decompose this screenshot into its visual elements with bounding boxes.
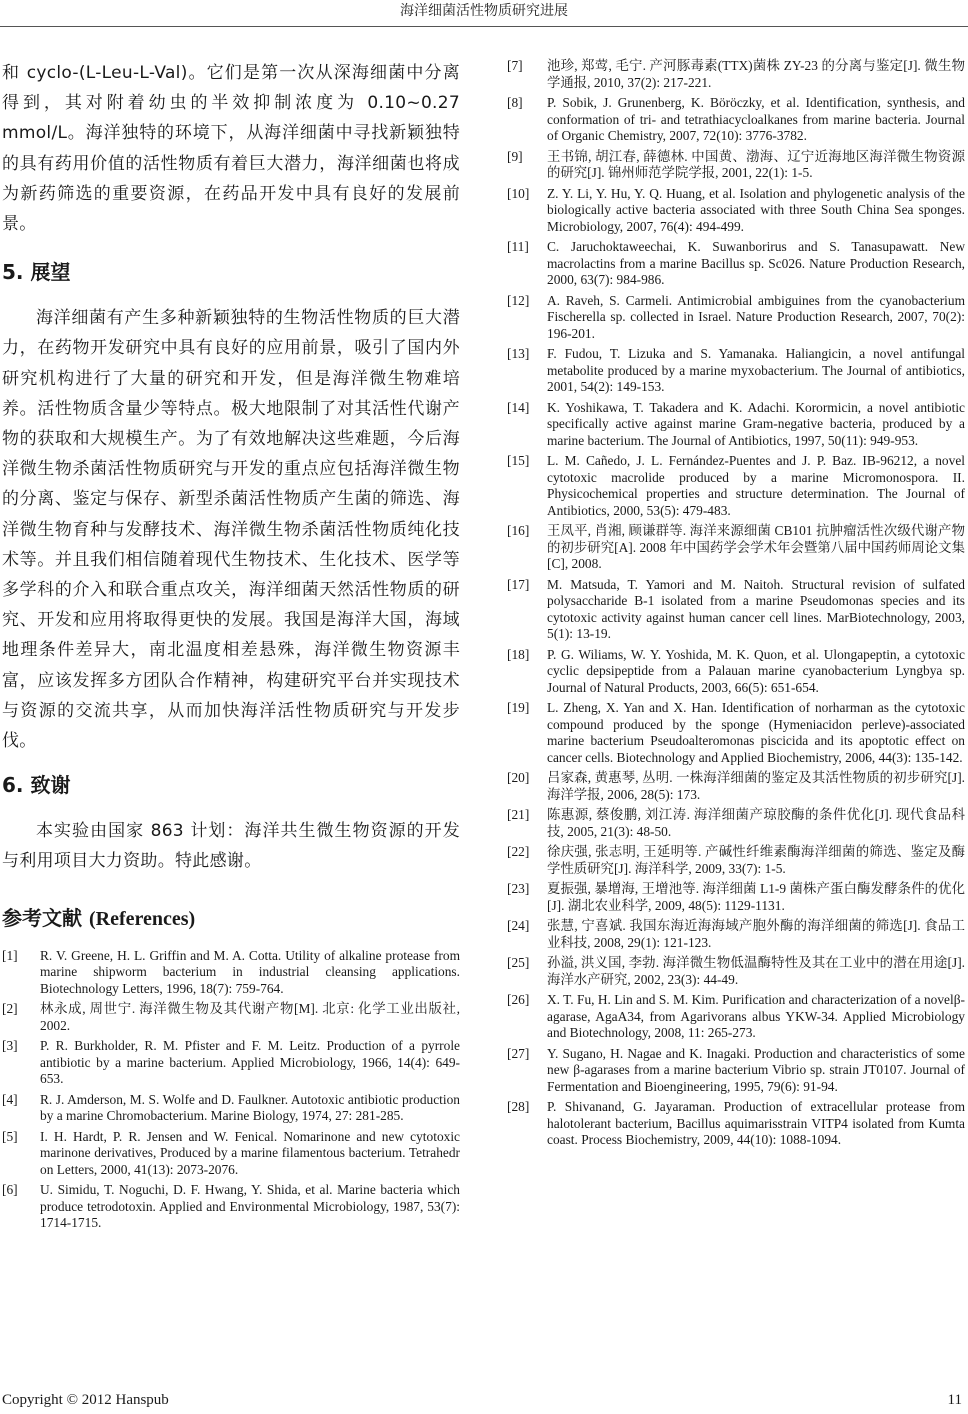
references-heading-cn: 参考文献 xyxy=(2,905,82,930)
reference-item xyxy=(507,293,965,343)
reference-number: [21] xyxy=(507,807,530,822)
reference-number: [22] xyxy=(507,844,530,859)
reference-text: X. T. Fu, H. Lin and S. M. Kim. Purification and characterization of a novelβ-agarase, AgaA34, from Agarivorans albus YKW-34. Applied Microbiology and Biotechnology, 2008, 11: 265-273. xyxy=(547,992,965,1040)
reference-number: [9] xyxy=(507,148,523,164)
reference-number: [11] xyxy=(507,239,529,254)
left-column xyxy=(2,58,460,1236)
header-rule xyxy=(0,26,968,27)
reference-text: U. Simidu, T. Noguchi, D. F. Hwang, Y. Shida, et al. Marine bacteria which produce tetrodotoxin. Applied and Environmental Microbiology, 1987, 53(7): 1714-1715. xyxy=(40,1182,460,1231)
reference-item xyxy=(2,1092,460,1125)
reference-text: 孙溢, 洪义国, 李勃. 海洋微生物低温酶特性及其在工业中的潜在用途[J]. 海洋水产研究, 2002, 23(3): 44-49. xyxy=(547,955,965,987)
reference-number: [28] xyxy=(507,1099,530,1114)
right-column xyxy=(507,58,965,1153)
reference-text: 夏振强, 暴增海, 王增池等. 海洋细菌 L1-9 菌株产蛋白酶发酵条件的优化[J]. 湖北农业科学, 2009, 48(5): 1129-1131. xyxy=(547,881,965,913)
reference-item xyxy=(507,400,965,450)
reference-item xyxy=(507,700,965,766)
reference-text: P. R. Burkholder, R. M. Pfister and F. M. Leitz. Production of a pyrrole antibiotic by a marine bacterium. Applied Microbiology, 1966, 14(4): 649-653. xyxy=(40,1038,460,1087)
section-5-heading: 5. 展望 xyxy=(2,260,71,285)
reference-item xyxy=(507,918,965,951)
footer-copyright: Copyright © 2012 Hanspub xyxy=(2,1392,169,1408)
reference-text: 吕家森, 黄惠琴, 丛明. 一株海洋细菌的鉴定及其活性物质的初步研究[J]. 海洋学报, 2006, 28(5): 173. xyxy=(547,770,965,802)
reference-number: [27] xyxy=(507,1045,530,1061)
reference-number: [13] xyxy=(507,346,530,361)
reference-item xyxy=(507,95,965,145)
reference-number: [25] xyxy=(507,955,530,970)
reference-number: [6] xyxy=(2,1182,18,1198)
reference-number: [1] xyxy=(2,947,18,963)
reference-number: [26] xyxy=(507,992,530,1007)
references-heading xyxy=(2,905,460,932)
reference-number: [24] xyxy=(507,918,530,933)
reference-item xyxy=(507,770,965,803)
reference-item xyxy=(507,523,965,573)
reference-list-right xyxy=(507,58,965,1149)
reference-item xyxy=(2,1129,460,1179)
running-header: 海洋细菌活性物质研究进展 xyxy=(400,3,568,19)
reference-text: P. Sobik, J. Grunenberg, K. Böröczky, et al. Identification, synthesis, and conformation of tri- and tetrathiacycloalkanes from marine bacteria. Journal of Organic Chemistry, 2007, 72(10): 3776-3782. xyxy=(547,95,965,143)
reference-text: 徐庆强, 张志明, 王延明等. 产碱性纤维素酶海洋细菌的筛选、鉴定及酶学性质研究[J]. 海洋科学, 2009, 33(7): 1-5. xyxy=(547,844,965,876)
reference-number: [4] xyxy=(2,1091,18,1107)
reference-item xyxy=(507,58,965,91)
reference-text: R. J. Amderson, M. S. Wolfe and D. Faulkner. Autotoxic antibiotic production by a marine Chromobacterium. Marine Biology, 1974, 27: 281-285. xyxy=(40,1091,460,1124)
reference-item xyxy=(507,149,965,182)
reference-text: F. Fudou, T. Lizuka and S. Yamanaka. Haliangicin, a novel antifungal metabolite produced by a marine myxobacterium. The Journal of antibiotics, 2001, 54(2): 149-153. xyxy=(547,346,965,394)
reference-number: [5] xyxy=(2,1128,18,1144)
reference-list-left xyxy=(2,948,460,1232)
reference-item xyxy=(2,1182,460,1232)
reference-item xyxy=(507,647,965,697)
reference-number: [2] xyxy=(2,1001,18,1017)
reference-number: [8] xyxy=(507,95,523,110)
reference-text: 张慧, 宁喜斌. 我国东海近海海域产胞外酶的海洋细菌的筛选[J]. 食品工业科技, 2008, 29(1): 121-123. xyxy=(547,918,965,950)
reference-item xyxy=(507,186,965,236)
reference-text: K. Yoshikawa, T. Takadera and K. Adachi. Korormicin, a novel antibiotic specifically active against marine Gram-negative bacteria, produced by a marine bacterium. The Journal of Antibiotics, 1997, 50(11): 949-953. xyxy=(547,399,965,448)
reference-item xyxy=(507,577,965,643)
reference-text: P. G. Wiliams, W. Y. Yoshida, M. K. Quon, et al. Ulongapeptin, a cytotoxic cyclic depsipeptide from a Palauan marine cyanobacterium Lyngbya sp. Journal of Natural Products, 2003, 66(5): 651-654. xyxy=(547,646,965,695)
reference-item xyxy=(2,948,460,998)
reference-text: L. Zheng, X. Yan and X. Han. Identification of norharman as the cytotoxic compound produced by the sponge (Hymeniacidon perleve)-associated marine bacterium Pseudoalteromonas piscicida and its apoptotic effect on cancer cells. Biotechnology and Applied Biochemistry, 2006, 44(3): 135-142. xyxy=(547,700,965,765)
reference-item xyxy=(507,346,965,396)
reference-text: P. Shivanand, G. Jayaraman. Production of extracellular protease from halotolerant bacterium, Bacillus aquimarisstrain VITP4 isolated from Kumta coast. Process Biochemistry, 2009, 44(10): 1088-1094. xyxy=(547,1099,965,1147)
reference-number: [16] xyxy=(507,523,530,538)
reference-number: [10] xyxy=(507,185,530,201)
reference-number: [23] xyxy=(507,881,530,896)
reference-item xyxy=(507,992,965,1042)
intro-paragraph: 和 cyclo-(L-Leu-L-Val)。它们是第一次从深海细菌中分离得到，其对附着幼虫的半效抑制浓度为 0.10~0.27 mmol/L。海洋独特的环境下，从海洋细菌中寻找新颖独特的具有药用价值的活性物质有着巨大潜力，海洋细菌也将成为新药筛选的重要资源，在药品开发中具有良好的发展前景。 xyxy=(2,63,460,235)
reference-text: 林永成, 周世宁. 海洋微生物及其代谢产物[M]. 北京: 化学工业出版社, 2002. xyxy=(40,1001,460,1033)
reference-text: Y. Sugano, H. Nagae and K. Inagaki. Production and characteristics of some new β-agarases from a marine bacterium Vibrio sp. strain JT0107. Journal of Fermentation and Bioengineering, 1995, 79(6): 91-94. xyxy=(547,1045,965,1094)
reference-text: R. V. Greene, H. L. Griffin and M. A. Cotta. Utility of alkaline protease from marine shipworm bacterium in industrial cleansing applications. Biotechnology Letters, 1996, 18(7): 759-764. xyxy=(40,947,460,996)
reference-item xyxy=(507,453,965,519)
reference-item xyxy=(2,1001,460,1034)
reference-text: 王凤平, 肖湘, 顾谦群等. 海洋来源细菌 CB101 抗肿瘤活性次级代谢产物的初步研究[A]. 2008 年中国药学会学术年会暨第八届中国药师周论文集[C], 2008. xyxy=(547,523,965,571)
reference-item xyxy=(507,881,965,914)
reference-number: [19] xyxy=(507,700,530,715)
reference-item xyxy=(507,1099,965,1149)
reference-item xyxy=(507,807,965,840)
reference-item xyxy=(507,844,965,877)
reference-item xyxy=(507,239,965,289)
reference-number: [20] xyxy=(507,770,530,785)
reference-text: L. M. Cañedo, J. L. Fernández-Puentes and J. P. Baz. IB-96212, a novel cytotoxic macrolide produced by a marine Micromonospora. II. Physicochemical properties and structure determination. The Journal of Antibiotics, 2000, 53(5): 479-483. xyxy=(547,453,965,518)
reference-text: A. Raveh, S. Carmeli. Antimicrobial ambiguines from the cyanobacterium Fischerella sp. collected in Israel. Nature Production Research, 2007, 70(2): 196-201. xyxy=(547,292,965,341)
reference-text: 池珍, 郑莺, 毛宁. 产河豚毒素(TTX)菌株 ZY-23 的分离与鉴定[J]. 微生物学通报, 2010, 37(2): 217-221. xyxy=(547,58,965,90)
section-6-paragraph: 本实验由国家 863 计划：海洋共生微生物资源的开发与利用项目大力资助。特此感谢。 xyxy=(2,821,460,872)
reference-text: C. Jaruchoktaweechai, K. Suwanborirus and S. Tanasupawatt. New macrolactins from a marine Bacillus sp. Sc026. Nature Production Research, 2000, 63(7): 984-986. xyxy=(547,239,965,287)
section-5-paragraph: 海洋细菌有产生多种新颖独特的生物活性物质的巨大潜力，在药物开发研究中具有良好的应用前景，吸引了国内外研究机构进行了大量的研究和开发，但是海洋微生物难培养。活性物质含量少等特点。极大地限制了对其活性代谢产物的获取和大规模生产。为了有效地解决这些难题，今后海洋微生物杀菌活性物质研究与开发的重点应包括海洋微生物的分离、鉴定与保存、新型杀菌活性物质产生菌的筛选、海洋微生物育种与发酵技术、海洋微生物杀菌活性物质纯化技术等。并且我们相信随着现代生物技术、生化技术、医学等多学科的介入和联合重点攻关，海洋细菌天然活性物质的研究、开发和应用将取得更快的发展。我国是海洋大国，海域地理条件差异大，南北温度相差悬殊，海洋微生物资源丰富，应该发挥多方团队合作精神，构建研究平台并实现技术与资源的交流共享，从而加快海洋活性物质研究与开发步伐。 xyxy=(2,308,460,752)
section-6-heading: 6. 致谢 xyxy=(2,773,71,798)
reference-item xyxy=(507,1046,965,1096)
reference-text: 陈惠源, 蔡俊鹏, 刘江涛. 海洋细菌产琼胶酶的条件优化[J]. 现代食品科技, 2005, 21(3): 48-50. xyxy=(547,807,965,839)
footer-page-number: 11 xyxy=(947,1392,962,1408)
reference-number: [17] xyxy=(507,576,530,592)
reference-item xyxy=(2,1038,460,1088)
reference-number: [15] xyxy=(507,453,530,468)
reference-number: [14] xyxy=(507,399,530,415)
reference-text: I. H. Hardt, P. R. Jensen and W. Fenical. Nomarinone and new cytotoxic marinone derivatives, Produced by a marine filamentous bacterium. Tetrahedr on Letters, 2000, 41(13): 2073-2076. xyxy=(40,1128,460,1177)
reference-number: [12] xyxy=(507,292,530,308)
references-heading-en: (References) xyxy=(88,907,196,930)
reference-text: Z. Y. Li, Y. Hu, Y. Q. Huang, et al. Isolation and phylogenetic analysis of the biologically active bacteria associated with three South China Sea sponges. Microbiology, 2007, 76(4): 494-499. xyxy=(547,185,965,234)
reference-number: [7] xyxy=(507,58,523,73)
reference-number: [18] xyxy=(507,646,530,662)
reference-item xyxy=(507,955,965,988)
reference-number: [3] xyxy=(2,1038,18,1054)
reference-text: M. Matsuda, T. Yamori and M. Naitoh. Structural revision of sulfated polysaccharide B-1 isolated from a marine Pseudomonas species and its cytotoxic activity against human cancer cell lines. MarBiotechnology, 2003, 5(1): 13-19. xyxy=(547,576,965,641)
reference-text: 王书锦, 胡江春, 薛德林. 中国黄、渤海、辽宁近海地区海洋微生物资源的研究[J]. 锦州师范学院学报, 2001, 22(1): 1-5. xyxy=(547,148,965,180)
